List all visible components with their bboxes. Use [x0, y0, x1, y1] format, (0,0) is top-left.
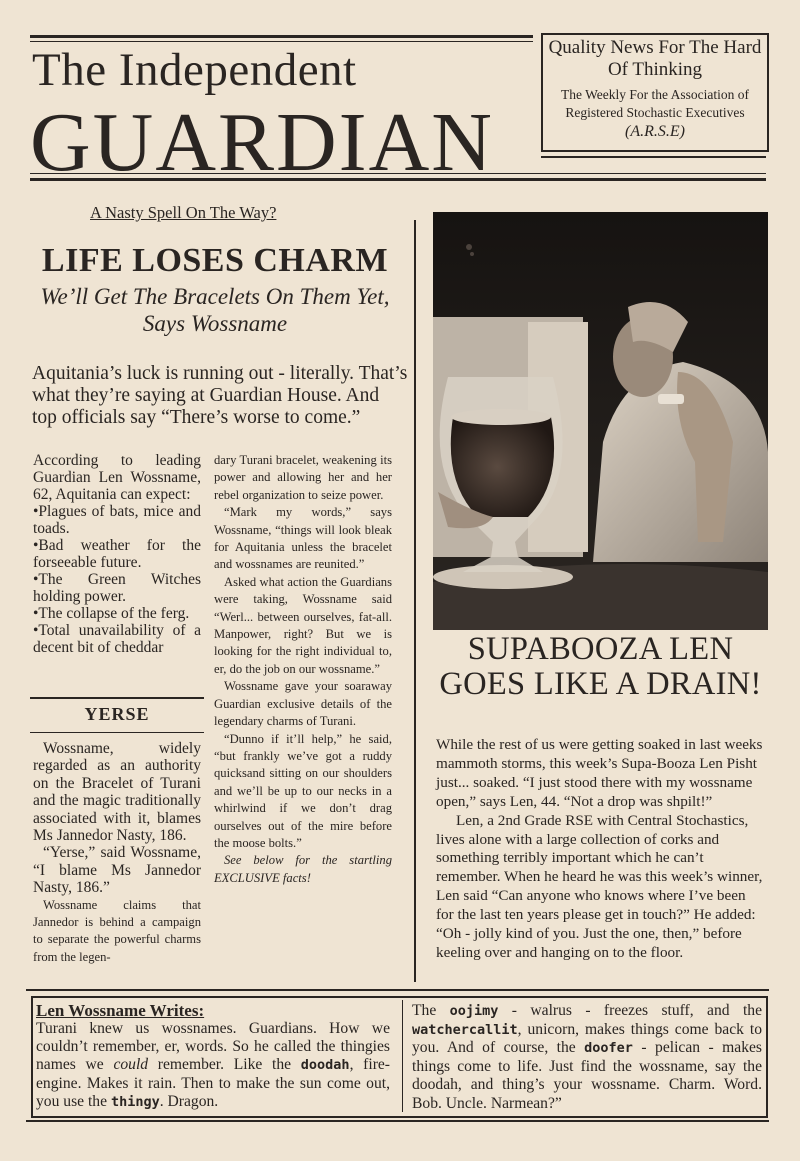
masthead-tagline-box: [541, 33, 769, 152]
term-watchercallit: watchercallit: [412, 1021, 518, 1038]
tagline-acronym: (A.R.S.E): [625, 123, 685, 140]
tagline: Quality News For The Hard Of Thinking: [548, 37, 762, 80]
text-run: . Dragon.: [159, 1092, 219, 1110]
paragraph: Asked what action the Guardians were taking, Wossname said “Werl... between ourselves, fat-all. Manpower, right? But we is looking for the right individual to, er, do the job on our wossname.”: [214, 574, 392, 676]
box-title: Len Wossname Writes:: [36, 1001, 205, 1020]
text-run: The: [412, 1002, 450, 1019]
lead-column-a: [33, 452, 201, 656]
lead-lede: Aquitania’s luck is running out - literally. That’s what they’re saying at Guardian House. And top officials say “There’s worse to come.”: [32, 363, 408, 428]
list-item: •Plagues of bats, mice and toads.: [33, 503, 201, 537]
term-doodah: doodah: [300, 1057, 350, 1074]
paragraph: Wossname gave your soaraway Guardian exclusive details of the legendary charms of Turani.: [214, 679, 392, 729]
yerse-heading: YERSE: [84, 704, 150, 724]
text-run: - walrus - freezes stuff, and the: [498, 1002, 762, 1019]
term-oojimy: oojimy: [449, 1003, 499, 1019]
paragraph: “Yerse,” said Wossname, “I blame Ms Jannedor Nasty, 186.”: [33, 844, 201, 897]
photo-illustration: [433, 212, 768, 630]
list-item: •The collapse of the ferg.: [33, 605, 190, 622]
tagbox-under-rule: [541, 156, 766, 158]
emphasis-could: could: [113, 1056, 149, 1074]
news-photo: [433, 212, 768, 630]
term-thingy: thingy: [110, 1093, 160, 1110]
masthead-top-rule: [30, 35, 533, 38]
paragraph: See below for the startling EXCLUSIVE facts!: [214, 853, 392, 885]
list-item: •Total unavailability of a decent bit of cheddar: [33, 622, 201, 656]
second-body: [436, 736, 766, 963]
second-headline: SUPABOOZA LEN GOES LIKE A DRAIN!: [439, 631, 762, 702]
paragraph: “Mark my words,” says Wossname, “things will look bleak for Aquitania unless the bracelet and wossnames are reunited.”: [214, 505, 392, 572]
yerse-bottom-rule: [30, 732, 204, 733]
paragraph: “Dunno if it’ll help,” he said, “but frankly we’ve got a ruddy quicksand sitting on our shoulders and we’ll be up to our necks in a whirlwind if we don’t drag ourselves out of the mire before the moose bolts.”: [214, 731, 392, 850]
text-run: - pelican - makes things come to life. Just find the wossname, say the doodah, and thing’s your wossname. Charm. Word. Bob. Uncle. Narmean?”: [412, 1039, 762, 1112]
lead-column-c: [33, 740, 201, 966]
text-run: , fire-engine. Makes it rain. Then to make the sun come out, you use the: [36, 1056, 390, 1110]
yerse-top-rule: [30, 697, 204, 699]
lead-column-b: [214, 452, 392, 887]
bottom-bottom-rule: [26, 1120, 769, 1122]
tagline-association: The Weekly For the Association of Registered Stochastic Executives: [560, 87, 749, 120]
paragraph: Wossname, widely regarded as an authority on the Bracelet of Turani and the magic traditionally associated with it, blames Ms Jannedor Nasty, 186.: [33, 740, 201, 845]
list-item: •Bad weather for the forseeable future.: [33, 537, 201, 571]
text-run: Turani knew us wossnames. Guardians. How we couldn’t remember, er, words. So he called the thingies names we: [36, 1020, 390, 1074]
lead-headline: LIFE LOSES CHARM: [41, 242, 389, 279]
term-doofer: doofer: [584, 1040, 633, 1056]
paragraph: Wossname claims that Jannedor is behind a campaign to separate the powerful charms from the legen-: [33, 897, 201, 964]
masthead-title-line2: GUARDIAN: [30, 96, 494, 189]
lead-subhead: We’ll Get The Bracelets On Them Yet, Says Wossname: [40, 284, 390, 336]
text-run: remember. Like the: [148, 1056, 301, 1074]
paragraph: dary Turani bracelet, weakening its power and allowing her and her rebel organization to seize power.: [214, 453, 392, 502]
text-run: , unicorn, makes things come back to you. And of course, the: [412, 1020, 762, 1056]
box-left-text: [36, 1020, 390, 1111]
lead-kicker: A Nasty Spell On The Way?: [90, 203, 277, 222]
list-item: •The Green Witches holding power.: [33, 571, 201, 605]
column-divider: [414, 220, 416, 982]
masthead-title-line1: The Independent: [32, 44, 357, 96]
paragraph: Len, a 2nd Grade RSE with Central Stochastics, lives alone with a large collection of corks and something terribly important which he can’t remember. When he heard he was this week’s winner, Len said “Can anyone who knows where I’ve been for the last ten years please get in touch?” He added: “Oh - jolly kind of you. Just the one, then,” before keeling over and hanging on to the floor.: [436, 811, 763, 961]
box-right-text: [412, 1002, 762, 1113]
paragraph: While the rest of us were getting soaked in last weeks mammoth storms, this week’s Supa-Booza Len Pisht just... soaked. “I just stood there with my wossname open,” says Len, 44. “Not a drop was shpilt!”: [436, 736, 763, 810]
bottom-top-rule: [26, 989, 769, 991]
paragraph: According to leading Guardian Len Wossname, 62, Aquitania can expect:: [33, 452, 201, 503]
box-column-divider: [402, 1000, 403, 1112]
